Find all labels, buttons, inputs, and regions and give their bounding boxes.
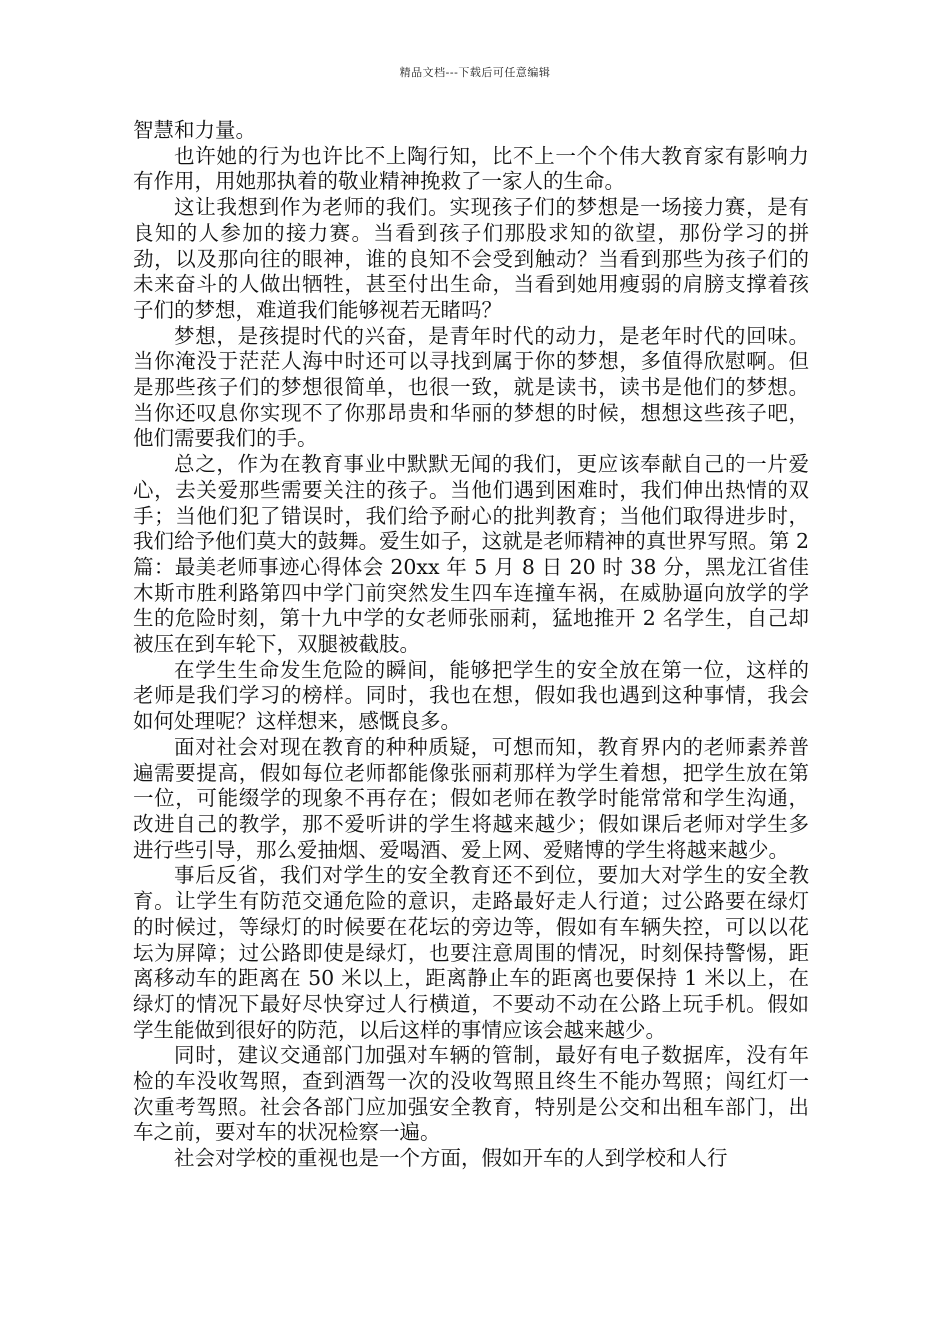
paragraph-5: 总之，作为在教育事业中默默无闻的我们，更应该奉献自己的一片爱心，去关爱那些需要关注的孩子。当他们遇到困难时，我们伸出热情的双手；当他们犯了错误时，我们给予耐心的批判教育；当他们取得进步时，我们给予他们莫大的鼓舞。爱生如子，这就是老师精神的真世界写照。第 2 篇：最美老师事迹心得体会 20xx 年 5 月 8 日 20 时 38 分，黑龙江省佳木斯市胜利路第四中学门前突然发生四车连撞车祸，在威胁逼向放学的学生的危险时刻，第十九中学的女老师张丽莉，猛地推开 2 名学生，自己却被压在到车轮下，双腿被截肢。 (133, 452, 809, 657)
paragraph-7: 面对社会对现在教育的种种质疑，可想而知，教育界内的老师素养普遍需要提高，假如每位老师都能像张丽莉那样为学生着想，把学生放在第一位，可能缀学的现象不再存在；假如老师在教学时能常常和学生沟通，改进自己的教学，那不爱听讲的学生将越来越少；假如课后老师对学生多进行些引导，那么爱抽烟、爱喝酒、爱上网、爱赌博的学生将越来越少。 (133, 734, 809, 862)
paragraph-2: 也许她的行为也许比不上陶行知，比不上一个个伟大教育家有影响力有作用，用她那执着的敬业精神挽救了一家人的生命。 (133, 143, 809, 194)
paragraph-3: 这让我想到作为老师的我们。实现孩子们的梦想是一场接力赛，是有良知的人参加的接力赛。当看到孩子们那股求知的欲望，那份学习的拼劲，以及那向往的眼神，谁的良知不会受到触动？当看到那些为孩子们的未来奋斗的人做出牺牲，甚至付出生命，当看到她用瘦弱的肩膀支撑着孩子们的梦想，难道我们能够视若无睹吗？ (133, 195, 809, 322)
paragraph-1: 智慧和力量。 (133, 118, 256, 142)
paragraph-10: 社会对学校的重视也是一个方面，假如开车的人到学校和人行 (174, 1146, 728, 1171)
page-header: 精品文档---下载后可任意编辑 (399, 66, 551, 79)
paragraph-6: 在学生生命发生危险的瞬间，能够把学生的安全放在第一位，这样的老师是我们学习的榜样。同时，我也在想，假如我也遇到这种事情，我会如何处理呢？这样想来，感慨良多。 (133, 657, 809, 734)
document-body (133, 118, 809, 1172)
paragraph-4: 梦想，是孩提时代的兴奋，是青年时代的动力，是老年时代的回味。当你淹没于茫茫人海中时还可以寻找到属于你的梦想，多值得欣慰啊。但是那些孩子们的梦想很简单，也很一致，就是读书，读书是他们的梦想。当你还叹息你实现不了你那昂贵和华丽的梦想的时候，想想这些孩子吧，他们需要我们的手。 (133, 323, 809, 451)
paragraph-8: 事后反省，我们对学生的安全教育还不到位，要加大对学生的安全教育。让学生有防范交通危险的意识，走路最好走人行道；过公路要在绿灯的时候过，等绿灯的时候要在花坛的旁边等，假如有车辆失控，可以以花坛为屏障；过公路即使是绿灯，也要注意周围的情况，时刻保持警惕，距离移动车的距离在 50 米以上，距离静止车的距离也要保持 1 米以上，在绿灯的情况下最好尽快穿过人行横道，不要动不动在公路上玩手机。假如学生能做到很好的防范，以后这样的事情应该会越来越少。 (133, 863, 809, 1042)
paragraph-9: 同时，建议交通部门加强对车辆的管制，最好有电子数据库，没有年检的车没收驾照，查到酒驾一次的没收驾照且终生不能办驾照；闯红灯一次重考驾照。社会各部门应加强安全教育，特别是公交和出租车部门，出车之前，要对车的状况检察一遍。 (133, 1043, 809, 1145)
